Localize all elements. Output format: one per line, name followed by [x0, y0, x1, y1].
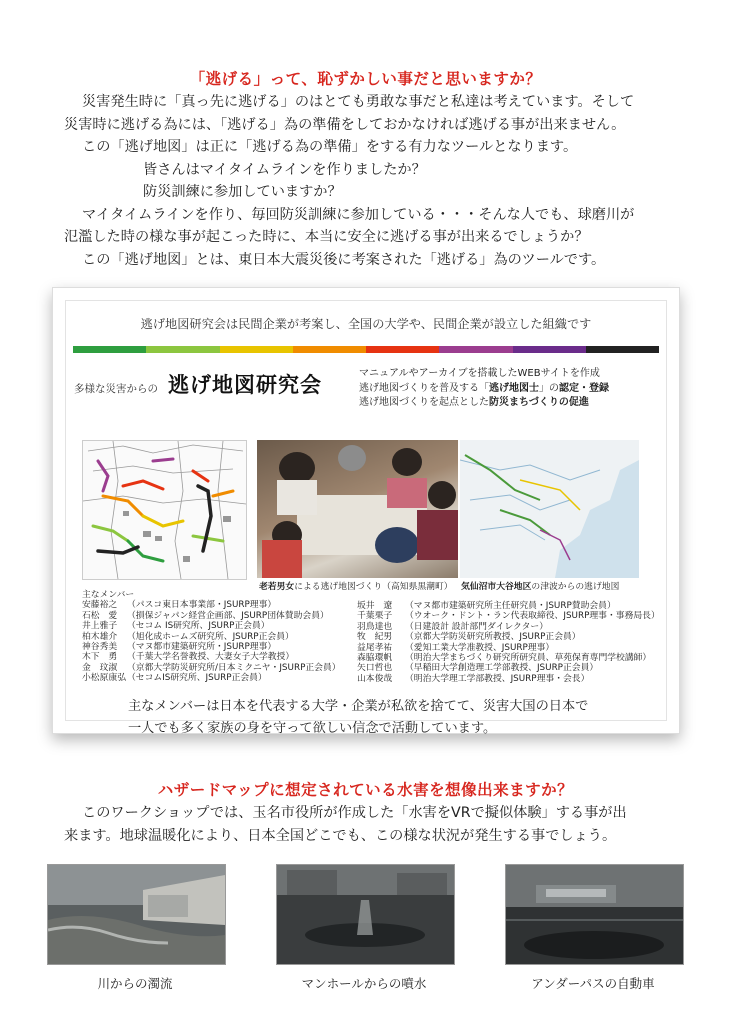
member-affiliation: （ウオーク・ドント・ラン代表取締役、JSURP理事・事務局長） — [405, 611, 660, 622]
intro-paragraph — [64, 91, 634, 271]
member-row — [82, 673, 341, 683]
rainbow-segment — [366, 346, 439, 353]
caption-underpass: アンダーパスの自動車 — [531, 976, 655, 991]
caption-river: 川からの濁流 — [97, 976, 173, 991]
member-row — [357, 653, 660, 663]
member-affiliation: （千葉大学名誉教授、大妻女子大学教授） — [127, 652, 295, 663]
members-list-left — [82, 590, 341, 684]
member-row — [357, 611, 660, 621]
caption-manhole: マンホールからの噴水 — [301, 976, 427, 991]
org-desc-3a: 逃げ地図づくりを起点とした — [359, 397, 489, 408]
rainbow-segment — [439, 346, 512, 353]
evacuation-map-drawing — [82, 440, 247, 580]
member-affiliation: （パスコ東日本事業部・JSURP理事） — [127, 600, 277, 611]
workshop-photo — [257, 440, 458, 578]
intro-question-2: 防災訓練に参加していますか？ — [143, 184, 342, 200]
card-closing-line-2: 一人でも多く家族の身を守って欲しい信念で活動しています。 — [128, 721, 497, 736]
tsunami-map — [460, 440, 639, 578]
rainbow-segment — [146, 346, 219, 353]
member-name: 山本俊哉 — [357, 673, 393, 684]
heading-escape: 「逃げる」って、恥ずかしい事だと思いますか？ — [189, 70, 542, 88]
member-name: 柏木雄介 — [82, 631, 118, 642]
member-row — [82, 600, 341, 610]
member-row — [82, 632, 341, 642]
vr-image-manhole — [276, 864, 455, 965]
member-row — [357, 643, 660, 653]
caption-map-bold: 気仙沼市大谷地区 — [461, 582, 532, 592]
org-desc-2c: 」の — [539, 382, 559, 394]
member-affiliation: （早稲田大学創造理工学部教授、JSURP正会員） — [405, 663, 599, 674]
vr-image-river — [47, 864, 226, 965]
intro-line-7: 氾濫した時の様な事が起こった時に、本当に安全に逃げる事が出来るでしょうか？ — [64, 229, 589, 245]
vr-paragraph — [64, 802, 627, 847]
rainbow-segment — [513, 346, 586, 353]
org-desc-line-2 — [359, 382, 609, 397]
member-affiliation: （マヌ都市建築研究所主任研究員・JSURP賛助会員） — [405, 601, 616, 611]
rainbow-segment — [293, 346, 366, 353]
org-prefix: 多様な災害からの — [74, 383, 158, 395]
org-desc-2d: 認定・登録 — [559, 382, 609, 394]
card-closing-line-1: 主なメンバーは日本を代表する大学・企業が私欲を捨てて、災害大国の日本で — [128, 699, 589, 714]
tsunami-map-caption — [461, 579, 619, 592]
org-desc-line-3 — [359, 396, 609, 411]
org-title: 逃げ地図研究会 — [168, 373, 322, 397]
rainbow-segment — [73, 346, 146, 353]
intro-line-2: 災害時に逃げる為には、「逃げる」為の準備をしておかなければ逃げる事が出来ません。 — [64, 116, 626, 133]
member-affiliation: （京都大学防災研究所教授、JSURP正会員） — [405, 632, 581, 643]
member-name: 神谷秀美 — [82, 642, 118, 653]
member-affiliation: （愛知工業大学准教授、JSURP理事） — [405, 642, 555, 653]
member-name: 木下 勇 — [82, 652, 118, 663]
member-name: 益尾孝祐 — [357, 642, 393, 653]
vr-line-1: このワークショップでは、玉名市役所が作成した「水害をVRで擬似体験」する事が出 — [82, 805, 627, 821]
member-name: 坂井 遼 — [357, 601, 393, 611]
vr-line-2: 来ます。地球温暖化により、日本全国どこでも、この様な状況が発生する事でしょう。 — [64, 827, 617, 844]
intro-line-3: この「逃げ地図」は正に「逃げる為の準備」をする有力なツールとなります。 — [82, 139, 578, 155]
member-name: 小松原康弘 — [82, 673, 126, 684]
card-closing-text — [128, 696, 588, 740]
member-name: 羽鳥達也 — [357, 621, 393, 632]
member-name: 安藤裕之 — [82, 600, 118, 611]
member-affiliation: （明治大学まちづくり研究所研究員、草苑保育専門学校講師） — [405, 653, 652, 664]
member-row — [357, 601, 660, 611]
member-affiliation: （セコムIS研究所、JSURP正会員） — [127, 673, 267, 684]
member-affiliation: （明治大学理工学部教授、JSURP理事・会長） — [405, 673, 590, 684]
vr-image-underpass — [505, 864, 684, 965]
org-desc-2a: 逃げ地図づくりを普及する「 — [359, 382, 489, 394]
research-group-card — [52, 287, 680, 734]
card-frame — [65, 300, 667, 736]
member-name: 千葉栗子 — [357, 611, 393, 622]
member-row — [357, 632, 660, 642]
org-desc-3b: 防災まちづくりの促進 — [489, 397, 589, 408]
member-row — [82, 621, 341, 631]
members-title: 主なメンバー — [82, 590, 135, 600]
caption-map-rest: の津波からの逃げ地図 — [531, 582, 620, 592]
member-affiliation: （旭化成ホームズ研究所、JSURP正会員） — [127, 631, 294, 642]
intro-line-8: この「逃げ地図」とは、東日本大震災後に考案された「逃げる」為のツールです。 — [82, 251, 606, 268]
member-name: 牧 紀男 — [357, 632, 393, 643]
member-name: 矢口哲也 — [357, 663, 393, 674]
member-row — [82, 652, 341, 662]
heading-flood: ハザードマップに想定されている水害を想像出来ますか？ — [157, 781, 574, 799]
intro-line-6: マイタイムラインを作り、毎回防災訓練に参加している・・・そんな人でも、球磨川が — [82, 206, 635, 223]
rainbow-segment — [220, 346, 293, 353]
org-desc-line-1: マニュアルやアーカイブを搭載したWEBサイトを作成 — [359, 368, 600, 379]
caption-photo-rest: による逃げ地図づくり（高知県黒潮町） — [294, 582, 453, 592]
org-description — [359, 367, 609, 411]
member-name: 森脇環帆 — [357, 653, 393, 664]
member-row — [82, 663, 341, 673]
member-affiliation: （セコム IS研究所、JSURP正会員） — [127, 621, 270, 632]
members-list-right — [357, 601, 660, 684]
member-name: 井上雅子 — [82, 621, 118, 632]
org-desc-2b: 逃げ地図士 — [489, 382, 539, 394]
member-row — [357, 663, 660, 673]
member-affiliation: （日建設計 設計部門ダイレクター） — [405, 621, 549, 632]
member-row — [357, 622, 660, 632]
member-affiliation: （マヌ都市建築研究所・JSURP理事） — [127, 642, 277, 653]
intro-line-1: 災害発生時に「真っ先に逃げる」のはとても勇敢な事だと私達は考えています。そして — [82, 94, 635, 110]
caption-photo-bold: 老若男女 — [259, 582, 295, 592]
member-row — [82, 642, 341, 652]
member-row — [357, 674, 660, 684]
member-row — [82, 611, 341, 621]
rainbow-divider — [73, 346, 659, 353]
member-name: 金 玟淑 — [82, 662, 118, 673]
member-affiliation: （損保ジャパン経営企画部、JSURP団体賛助会員） — [127, 610, 329, 621]
member-affiliation: （京都大学防災研究所/日本ミクニヤ・JSURP正会員） — [127, 662, 341, 673]
rainbow-segment — [586, 346, 659, 353]
member-name: 石松 愛 — [82, 610, 118, 621]
card-intro-text: 逃げ地図研究会は民間企業が考案し、全国の大学や、民間企業が設立した組織です — [140, 317, 592, 331]
intro-question-1: 皆さんはマイタイムラインを作りましたか？ — [143, 161, 426, 178]
